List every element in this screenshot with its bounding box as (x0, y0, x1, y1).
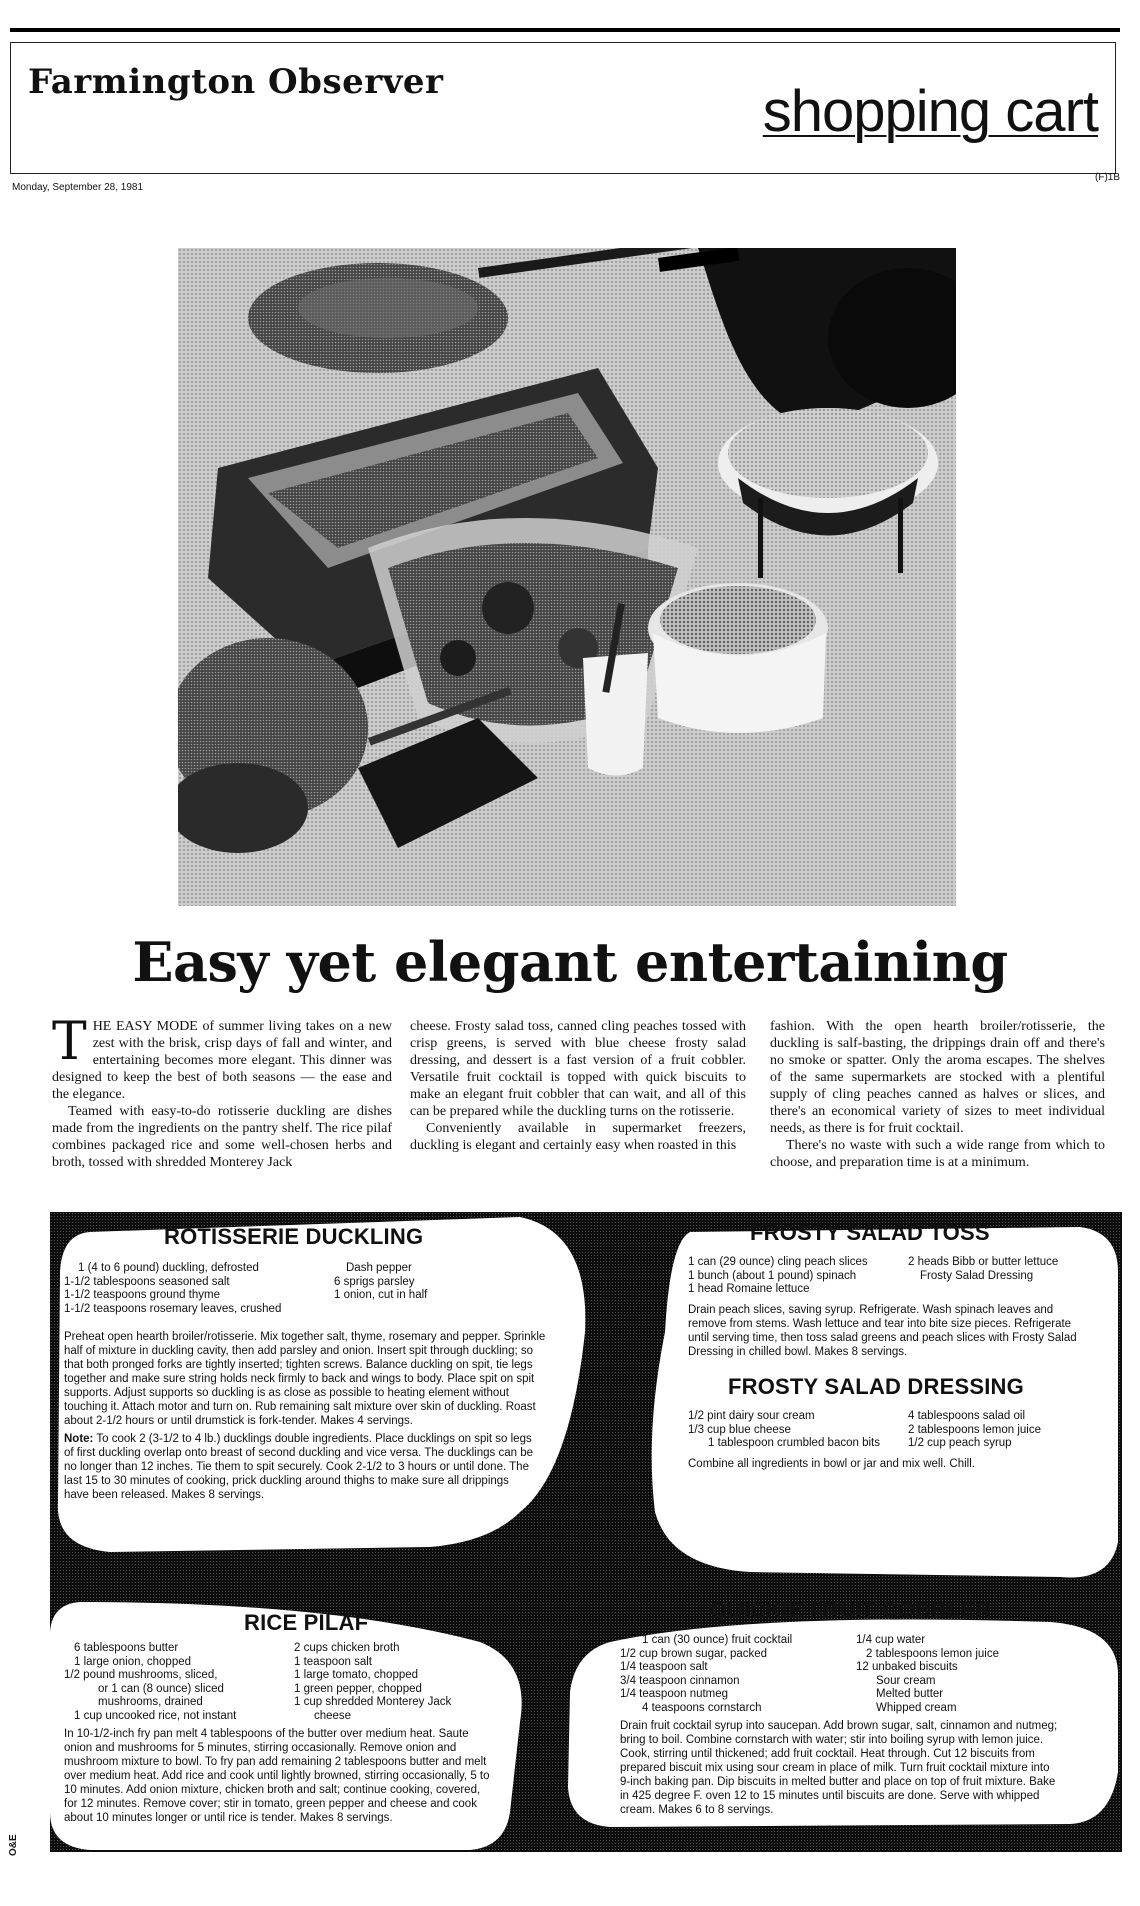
food-photo (178, 248, 956, 906)
recipe-directions: Preheat open hearth broiler/rotisserie. Mix together salt, thyme, rosemary and pepper. Sprinkle half of mixture in duckling cavity, then add parsley and onion. Insert spit through duckling; so that both pronged forks are tightly inserted; tighten screws. Balance duckling on spit, tie legs together and make sure string holds neck firmly to back and wings to body. Place spit on spit supports. Adjust supports so duckling is as close as possible to heating element without touching it. Attach motor and turn on. Rub remaining salt mixture over skin of duckling. Roast about 2-1/2 hours or until drumstick is fork-tender. Makes 4 servings. (64, 1331, 546, 1427)
story-paragraph: There's no waste with such a wide range from which to choose, and preparation time is at a minimum. (770, 1138, 1105, 1170)
ingredient: Dash pepper (346, 1262, 412, 1274)
recipe-rice-pilaf (64, 1610, 504, 1825)
ingredient-list (620, 1634, 850, 1715)
ingredient-list (856, 1634, 999, 1715)
ingredient: 1/4 teaspoon nutmeg (620, 1688, 729, 1700)
ingredient: Sour cream (876, 1674, 936, 1687)
note-label: Note: (64, 1433, 94, 1445)
ingredient: cheese (314, 1709, 352, 1722)
ingredient: 2 tablespoons lemon juice (866, 1647, 999, 1660)
ingredient: 1/2 pint dairy sour cream (688, 1410, 815, 1422)
dateline: Monday, September 28, 1981 (12, 182, 144, 193)
ingredient: 1 (4 to 6 pound) duckling, defrosted (78, 1262, 259, 1274)
ingredient-list (64, 1642, 284, 1723)
recipe-rotisserie-duckling (64, 1224, 564, 1502)
recipe-title: QUICKIE FRUIT COBBLER (710, 1598, 992, 1623)
ingredient: 1/2 cup brown sugar, packed (620, 1647, 768, 1660)
ingredient: 6 tablespoons butter (74, 1642, 179, 1654)
recipe-frosty-salad-toss (688, 1220, 1108, 1359)
ingredient-list (294, 1642, 451, 1723)
ingredient: 6 sprigs parsley (334, 1275, 415, 1288)
ingredient: 12 unbaked biscuits (856, 1661, 958, 1673)
note-text: To cook 2 (3-1/2 to 4 lb.) ducklings double ingredients. Place ducklings on spit so legs of first duckling overlap onto breast of second duckling and vice versa. The ducklings can be no longer than 12 inches. Tie them to spit securely. Cook 2-1/2 to 3 hours or until done. The last 15 to 30 minutes of cooking, prick duckling around thighs to make sure all drippings have been released. Makes 8 servings. (64, 1433, 534, 1501)
headline: Easy yet elegant entertaining (132, 930, 1008, 994)
ingredient: 2 tablespoons lemon juice (908, 1423, 1041, 1436)
ingredient: 1/4 cup water (856, 1634, 926, 1646)
story-column-1 (52, 1012, 392, 1171)
ingredient: 1-1/2 teaspoons rosemary leaves, crushed (64, 1302, 282, 1315)
story-paragraph: HE EASY MODE of summer living takes on a new zest with the brisk, crisp days of fall and winter, and entertaining becomes more elegant. This dinner was designed to keep the best of both seasons — the ease and the elegance. (52, 1019, 392, 1102)
ingredient: 1/4 teaspoon salt (620, 1661, 708, 1673)
recipe-title: FROSTY SALAD DRESSING (728, 1374, 1024, 1399)
ingredient: 1/2 pound mushrooms, sliced, (64, 1669, 218, 1681)
ingredient: 1 onion, cut in half (334, 1289, 428, 1301)
ingredient: 1 cup uncooked rice, not instant (74, 1709, 237, 1722)
ingredient: 1 tablespoon crumbled bacon bits (708, 1437, 880, 1449)
ingredient-list (688, 1410, 898, 1451)
ingredient: 4 teaspoons cornstarch (642, 1701, 762, 1714)
recipe-directions: Drain fruit cocktail syrup into saucepan. Add brown sugar, salt, cinnamon and nutmeg; bring to boil. Combine cornstarch with water; stir into boiling syrup with lemon juice. Cook, stirring until thickened; add fruit cocktail. Heat through. Cut 12 biscuits from prepared biscuit mix using sour cream in place of milk. Turn fruit cocktail mixture into 9-inch baking pan. Dip biscuits in melted butter and place on top of fruit mixture. Bake in 425 degree F. oven 12 to 15 minutes until biscuits are done. Serve with whipped cream. Makes 6 to 8 servings. (620, 1720, 1058, 1816)
story-column-2 (410, 1018, 746, 1154)
story-paragraph: fashion. With the open hearth broiler/rotisserie, the duckling is salf-basting, the drippings drain off and there's no smoke or spatter. Only the aroma escapes. The shelves of the same supermarkets are stocked with a plentiful supply of cling peaches canned as halves or slices, and there's an economical variety of sizes to meet individual needs, as there is for fruit cocktail. (770, 1019, 1105, 1136)
ingredient: Whipped cream (876, 1701, 957, 1714)
ingredient-list (908, 1256, 1058, 1297)
ingredient: Melted butter (876, 1688, 944, 1700)
ingredient-list (688, 1256, 898, 1297)
ingredient: 1 green pepper, chopped (294, 1682, 422, 1695)
recipe-directions: In 10-1/2-inch fry pan melt 4 tablespoons of the butter over medium heat. Saute onion and mushrooms for 5 minutes, stirring occasionally. Remove onion and mushroom mixture to bowl. To fry pan add remaining 2 tablespoons butter and melt over medium heat. Add rice and cook until lightly browned, stirring occasionally, 5 to 10 minutes. Add onion mixture, chicken broth and salt; continue cooking, covered, for 12 minutes. Remove cover; stir in tomato, green pepper and cheese and cook about 10 minutes longer or until rice is tender. Makes 8 servings. (64, 1728, 490, 1824)
recipe-directions: Drain peach slices, saving syrup. Refrigerate. Wash spinach leaves and remove from stems. Wash lettuce and tear into bite size pieces. Refrigerate until serving time, then toss salad greens and peach slices with Frosty Salad Dressing in chilled bowl. Makes 8 servings. (688, 1303, 1077, 1358)
ingredient: 1 can (30 ounce) fruit cocktail (642, 1634, 793, 1646)
ingredient-list (908, 1410, 1041, 1451)
ingredient: 3/4 teaspoon cinnamon (620, 1674, 740, 1687)
drop-cap: T (52, 1012, 87, 1072)
newspaper-name: Farmington Observer (28, 62, 444, 102)
recipe-title: ROTISSERIE DUCKLING (164, 1224, 424, 1249)
ingredient-list (334, 1262, 427, 1316)
recipe-note (64, 1432, 534, 1502)
ingredient: 1-1/2 tablespoons seasoned salt (64, 1275, 230, 1288)
story-paragraph: Teamed with easy-to-do rotisserie duckling are dishes made from the ingredients on the pantry shelf. The rice pilaf combines packaged rice and some well-chosen herbs and broth, tossed with shredded Monterey Jack (52, 1104, 392, 1170)
page-code: (F)1B (1095, 172, 1120, 183)
section-title: shopping cart (762, 79, 1098, 144)
ingredient: 1 teaspoon salt (294, 1655, 373, 1668)
ingredient-list (64, 1262, 304, 1316)
ingredient: 2 cups chicken broth (294, 1642, 400, 1654)
ingredient: 2 heads Bibb or butter lettuce (908, 1256, 1059, 1268)
recipe-directions: Combine all ingredients in bowl or jar and mix well. Chill. (688, 1457, 975, 1470)
ingredient: 1 head Romaine lettuce (688, 1283, 810, 1295)
ingredient: or 1 can (8 ounce) sliced (98, 1682, 224, 1695)
ingredient: 1 bunch (about 1 pound) spinach (688, 1269, 857, 1282)
recipe-title: RICE PILAF (244, 1610, 369, 1635)
recipe-frosty-salad-dressing (688, 1374, 1108, 1471)
page-tag: O&E (8, 1834, 19, 1856)
ingredient: Frosty Salad Dressing (920, 1269, 1034, 1282)
ingredient: 1 can (29 ounce) cling peach slices (688, 1256, 868, 1268)
ingredient: mushrooms, drained (98, 1696, 203, 1708)
top-rule (10, 28, 1120, 32)
ingredient: 1 cup shredded Monterey Jack (294, 1696, 452, 1708)
story-paragraph: cheese. Frosty salad toss, canned cling peaches tossed with crisp greens, is served with blue cheese frosty salad dressing, and dessert is a fast version of a fruit cobbler. Versatile fruit cocktail is topped with quick biscuits to make an elegant fruit cobbler that can wait, and all of this can be prepared while the duckling turns on the rotisserie. (410, 1019, 746, 1119)
ingredient: 1 large tomato, chopped (294, 1669, 419, 1681)
ingredient: 4 tablespoons salad oil (908, 1410, 1025, 1422)
recipe-quickie-fruit-cobbler (620, 1598, 1080, 1817)
ingredient: 1/2 cup peach syrup (908, 1437, 1012, 1449)
ingredient: 1 large onion, chopped (74, 1655, 192, 1668)
ingredient: 1/3 cup blue cheese (688, 1423, 791, 1436)
story-paragraph: Conveniently available in supermarket freezers, duckling is elegant and certainly easy when roasted in this (410, 1121, 746, 1153)
ingredient: 1-1/2 teaspoons ground thyme (64, 1289, 220, 1301)
recipe-title: FROSTY SALAD TOSS (750, 1220, 990, 1245)
story-column-3 (770, 1018, 1105, 1171)
